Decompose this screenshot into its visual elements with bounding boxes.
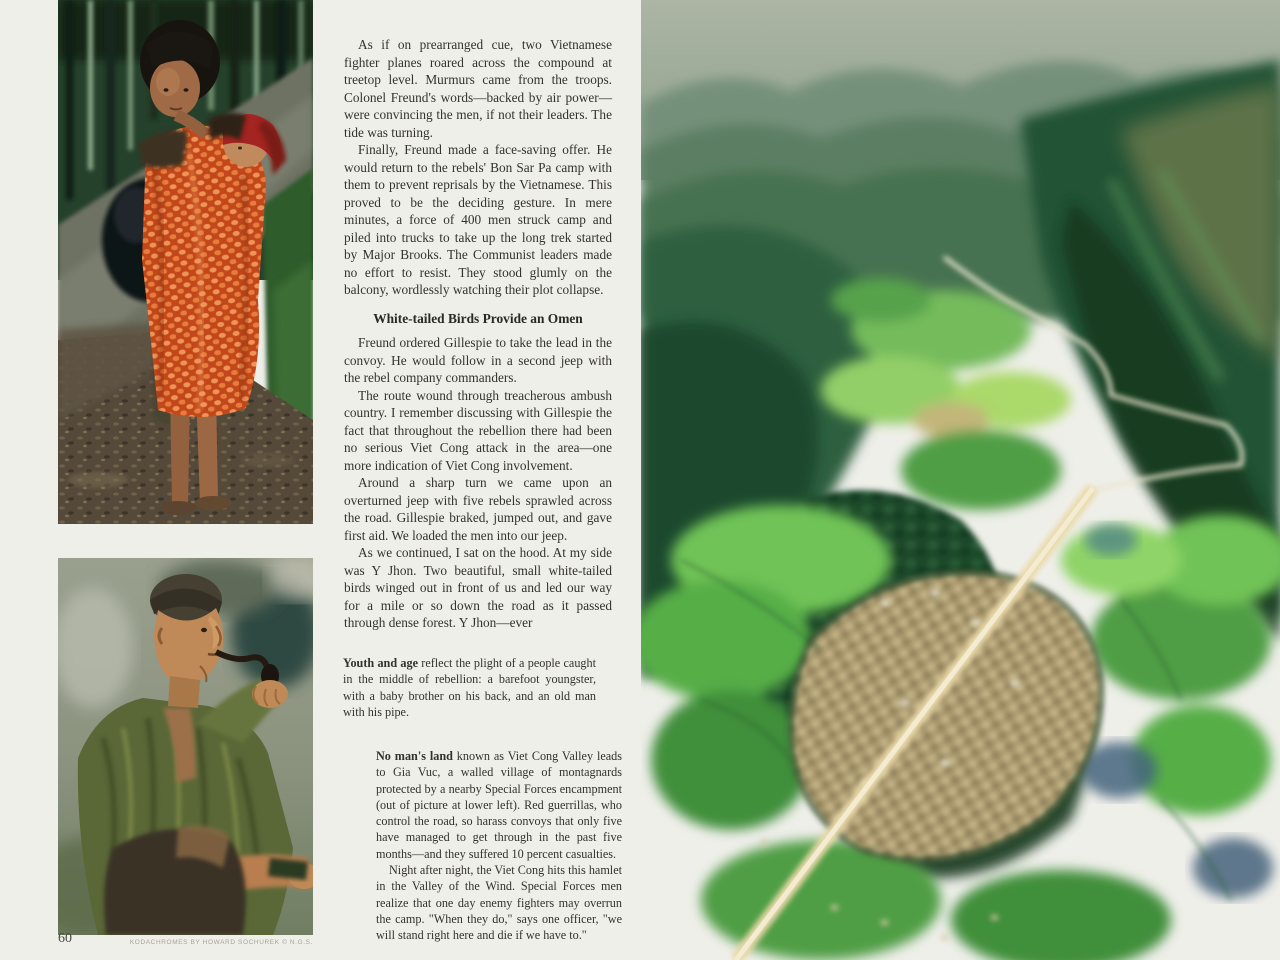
article-paragraph: As if on prearranged cue, two Vietnamese fighter planes roared across the compound at treetop level. Murmurs came from the troops. Colonel Freund's words—backed by air power—were convincing the men, if not their leaders. The tide was turning. [344, 37, 612, 140]
caption-rest: reflect the plight of a people caught in the middle of rebellion: a barefoot youngster, with a baby brother on his back, and an old man with his pipe. [343, 656, 596, 719]
caption-no-mans-land [376, 748, 622, 944]
caption-text: Night after night, the Viet Cong hits this hamlet in the Valley of the Wind. Special Forces men realize that one day enemy fighters may overrun the camp. "When they do," says one officer, "we will stand right here and die if we have to." [376, 863, 622, 943]
caption-youth-and-age [343, 655, 596, 720]
article-paragraph: The route wound through treacherous ambush country. I remember discussing with Gillespie the fact that throughout the rebellion there had been no serious Viet Cong attack in the area—one more indication of Viet Cong involvement. [344, 387, 612, 473]
photo-boy-with-baby [58, 0, 313, 524]
boy-photo-illustration [58, 0, 313, 524]
article-paragraph: As we continued, I sat on the hood. At my side was Y Jhon. Two beautiful, small white-tailed birds winged out in front of us and led our way for a mile or so down the road as it passed through dense forest. Y Jhon—ever [344, 545, 612, 630]
photo-credit-line: KODACHROMES BY HOWARD SOCHUREK © N.G.S. [129, 939, 313, 946]
photo-viet-cong-valley-aerial [641, 0, 1280, 960]
caption-text [343, 655, 596, 720]
article-paragraph: Freund ordered Gillespie to take the lead in the convoy. He would follow in a second jeep with the rebel company commanders. [344, 335, 612, 385]
article-paragraph: Finally, Freund made a face-saving offer. He would return to the rebels' Bon Sar Pa camp with them to prevent reprisals by the Vietnamese. This proved to be the deciding gesture. In mere minutes, a force of 400 men struck camp and piled into trucks to take up the long trek started by Major Brooks. The Communist leaders made no effort to resist. They stood glumly on the balcony, wordlessly watching their plot collapse. [344, 142, 612, 297]
caption-rest: known as Viet Cong Valley leads to Gia Vuc, a walled village of montagnards protected by a nearby Special Forces encampment (out of picture at lower left). Red guerrillas, who control the road, so harass convoys that only five have managed to get through in the past five months—and they suffered 10 percent casualties. [376, 749, 622, 861]
photo-old-man-with-pipe [58, 558, 313, 935]
valley-photo-illustration [641, 0, 1280, 960]
caption-text [376, 748, 622, 862]
caption-lead: Youth and age [343, 656, 418, 670]
section-heading: White-tailed Birds Provide an Omen [373, 310, 583, 326]
caption-lead: No man's land [376, 749, 453, 763]
article-body-column [344, 36, 612, 632]
old-man-photo-illustration [58, 558, 313, 935]
article-paragraph: Around a sharp turn we came upon an overturned jeep with five rebels sprawled across the road. Gillespie braked, jumped out, and gave first aid. We loaded the men into our jeep. [344, 475, 612, 543]
page-number: 60 [58, 931, 72, 946]
